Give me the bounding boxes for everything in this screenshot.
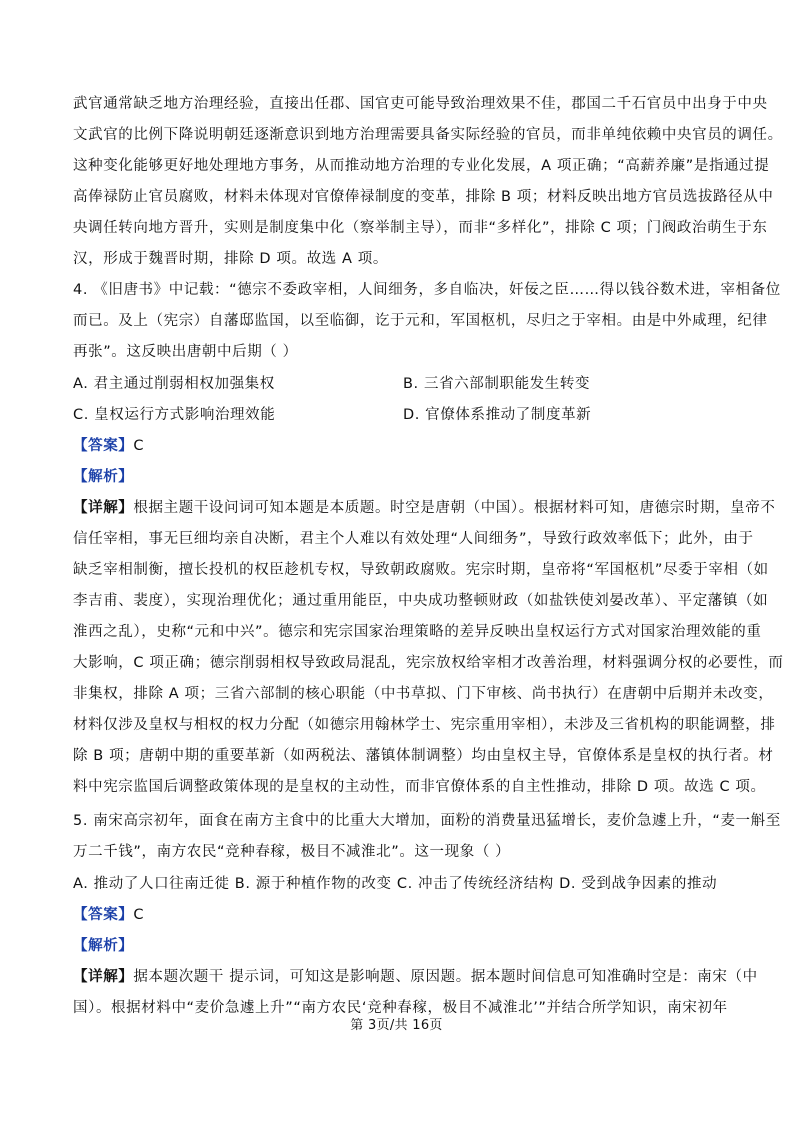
analysis-tag: 【解析】 bbox=[73, 938, 134, 954]
paragraph-line: 高俸禄防止官员腐败，材料未体现对官僚俸禄制度的变革，排除 B 项；材料反映出地方官员选拔路径从中 bbox=[73, 189, 774, 205]
answer-tag: 【答案】 bbox=[73, 907, 134, 923]
question-4-analysis-tag bbox=[73, 467, 743, 487]
question-5-options: A. 推动了人口往南迁徙 B. 源于种植作物的改变 C. 冲击了传统经济结构 D. 受到战争因素的推动 bbox=[73, 876, 718, 892]
question-5-stem: 5. 南宋高宗初年，面食在南方主食中的比重大大增加，面粉的消费量迅猛增长，麦价急遽上升，“麦一斛至 bbox=[73, 813, 781, 829]
detail-tag: 【详解】 bbox=[73, 500, 134, 516]
question-4-detail-line: 除 B 项；唐朝中期的重要革新（如两税法、藩镇体制调整）均由皇权主导，官僚体系是皇权的执行者。材 bbox=[73, 748, 774, 764]
question-4-detail-line: 缺乏宰相制衡，擅长投机的权臣趁机专权，导致朝政腐败。宪宗时期，皇帝将“军国枢机”尽委于宰相（如 bbox=[73, 562, 769, 578]
question-5-detail-line bbox=[73, 967, 758, 987]
question-4-option-a: A. 君主通过削弱相权加强集权 bbox=[73, 376, 275, 392]
question-4-detail-line: 信任宰相，事无巨细均亲自决断，君主个人难以有效处理“人间细务”，导致行政效率低下；此外，由于 bbox=[73, 531, 754, 547]
question-4-answer bbox=[73, 436, 743, 456]
question-4-detail-line: 非集权，排除 A 项；三省六部制的核心职能（中书草拟、门下审核、尚书执行）在唐朝中后期并未改变， bbox=[73, 686, 774, 702]
paragraph-line: 汉，形成于魏晋时期，排除 D 项。故选 A 项。 bbox=[73, 251, 388, 267]
question-4-option-b: B. 三省六部制职能发生转变 bbox=[403, 376, 591, 392]
question-4-option-d: D. 官僚体系推动了制度革新 bbox=[403, 407, 592, 423]
question-4-stem: 再张”。这反映出唐朝中后期（ ） bbox=[73, 344, 298, 360]
question-4-detail-line: 材料仅涉及皇权与相权的权力分配（如德宗用翰林学士、宪宗重用宰相），未涉及三省机构的职能调整，排 bbox=[73, 717, 776, 733]
paragraph-line: 武官通常缺乏地方治理经验，直接出任郡、国官吏可能导致治理效果不佳，郡国二千石官员中出身于中央 bbox=[73, 96, 768, 112]
answer-tag: 【答案】 bbox=[73, 438, 134, 454]
question-5-analysis-tag bbox=[73, 936, 743, 956]
question-5-detail-line: 国）。根据材料中“麦价急遽上升”“南方农民‘竞种春稼，极目不减淮北’”并结合所学知识，南宋初年 bbox=[73, 1000, 728, 1016]
page-number: 第 3页/共 16页 bbox=[350, 1018, 443, 1033]
detail-text: 根据主题干设问词可知本题是本质题。时空是唐朝（中国）。根据材料可知，唐德宗时期，皇帝不 bbox=[133, 500, 776, 516]
question-4-option-c: C. 皇权运行方式影响治理效能 bbox=[73, 407, 276, 423]
question-4-detail-line: 李吉甫、裴度），实现治理优化；通过重用能臣，中央成功整顿财政（如盐铁使刘晏改革）、平定藩镇（如 bbox=[73, 593, 769, 609]
answer-value: C bbox=[133, 438, 145, 454]
paragraph-line: 文武官的比例下降说明朝廷逐渐意识到地方治理需要具备实际经验的官员，而非单纯依赖中央官员的调任。 bbox=[73, 127, 783, 143]
question-4-detail-line: 料中宪宗监国后调整政策体现的是皇权的主动性，而非官僚体系的自主性推动，排除 D 项。故选 C 项。 bbox=[73, 779, 766, 795]
paragraph-line: 这种变化能够更好地处理地方事务，从而推动地方治理的专业化发展，A 项正确；“高薪养廉”是指通过提 bbox=[73, 158, 770, 174]
detail-text: 据本题次题干 提示词，可知这是影响题、原因题。据本题时间信息可知准确时空是：南宋（中 bbox=[133, 969, 758, 985]
answer-value: C bbox=[133, 907, 145, 923]
question-4-stem: 而已。及上（宪宗）自藩邸监国，以至临御，讫于元和，军国枢机，尽归之于宰相。由是中外咸理，纪律 bbox=[73, 313, 768, 329]
paragraph-line: 央调任转向地方晋升，实则是制度集中化（察举制主导），而非“多样化”，排除 C 项；门阀政治萌生于东 bbox=[73, 220, 768, 236]
question-5-stem: 万二千钱”，南方农民“竞种春稼，极目不减淮北”。这一现象（ ） bbox=[73, 844, 511, 860]
question-4-detail-line: 大影响，C 项正确；德宗削弱相权导致政局混乱，宪宗放权给宰相才改善治理，材料强调分权的必要性，而 bbox=[73, 655, 784, 671]
question-4-stem: 4. 《旧唐书》中记载：“德宗不委政宰相，人间细务，多自临决，奸佞之臣……得以钱谷数术进，宰相备位 bbox=[73, 282, 781, 298]
question-4-detail-line: 淮西之乱），史称“元和中兴”。德宗和宪宗国家治理策略的差异反映出皇权运行方式对国家治理效能的重 bbox=[73, 624, 762, 640]
analysis-tag: 【解析】 bbox=[73, 469, 134, 485]
question-4-detail-line bbox=[73, 498, 776, 518]
question-5-answer bbox=[73, 905, 743, 925]
detail-tag: 【详解】 bbox=[73, 969, 134, 985]
